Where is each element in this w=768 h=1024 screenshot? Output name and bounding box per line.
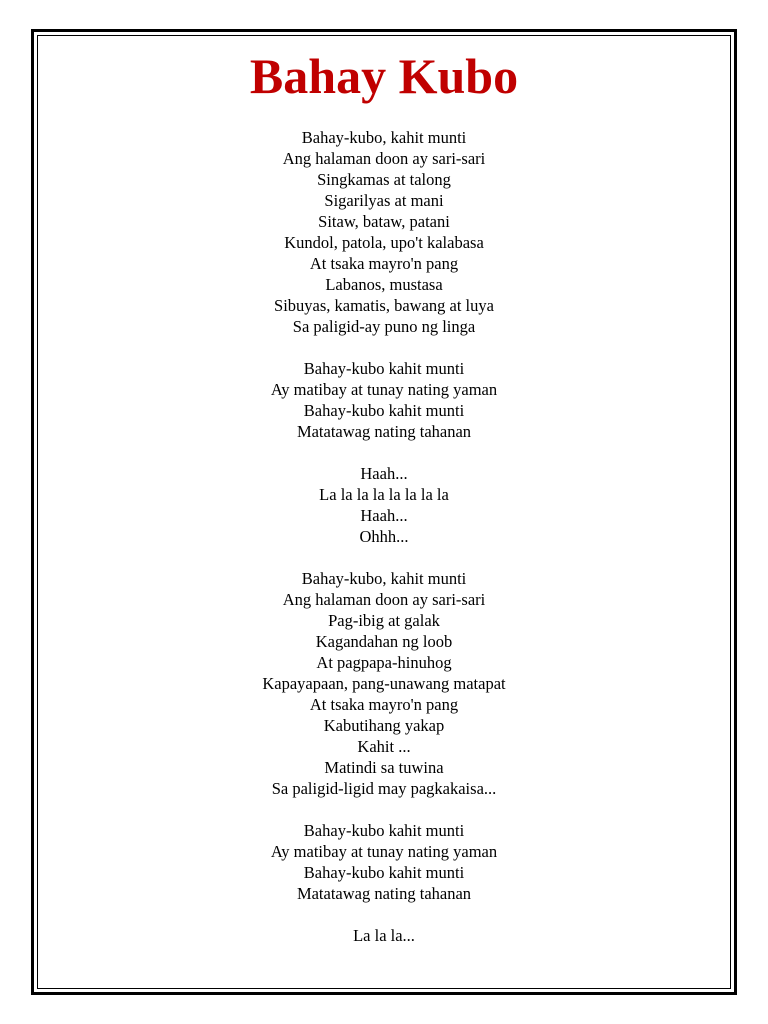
lyric-line: Bahay-kubo kahit munti [303, 821, 465, 840]
lyric-line: Bahay-kubo kahit munti [303, 863, 465, 882]
stanza [0, 925, 768, 946]
song-title: Bahay Kubo [249, 48, 519, 104]
lyric-line: Bahay-kubo, kahit munti [301, 569, 467, 588]
lyric-line: Kahit ... [357, 737, 411, 756]
lyric-line: Bahay-kubo kahit munti [303, 401, 465, 420]
lyric-line: Ohhh... [359, 527, 409, 546]
lyric-line: Ang halaman doon ay sari-sari [282, 149, 486, 168]
lyric-line: At tsaka mayro'n pang [309, 254, 459, 273]
lyrics-body [0, 127, 768, 967]
lyric-line: At pagpapa-hinuhog [316, 653, 452, 672]
lyric-line: Kundol, patola, upo't kalabasa [284, 233, 484, 252]
lyric-line: Sitaw, bataw, patani [318, 212, 450, 231]
lyric-line: Ay matibay at tunay nating yaman [270, 380, 498, 399]
stanza [0, 463, 768, 547]
lyric-line: Matatawag nating tahanan [296, 422, 472, 441]
lyric-line: Sa paligid-ligid may pagkakaisa... [271, 779, 497, 798]
lyric-line: Sigarilyas at mani [324, 191, 444, 210]
lyric-line: Pag-ibig at galak [328, 611, 440, 630]
lyric-line: Matindi sa tuwina [324, 758, 444, 777]
stanza [0, 358, 768, 442]
lyric-line: Kapayapaan, pang-unawang matapat [262, 674, 506, 693]
lyric-line: Haah... [360, 506, 408, 525]
lyric-line: Ay matibay at tunay nating yaman [270, 842, 498, 861]
lyric-line: La la la la la la la la [319, 485, 449, 504]
lyric-line: La la la... [353, 926, 415, 945]
lyric-line: Kagandahan ng loob [315, 632, 453, 651]
lyric-line: Labanos, mustasa [325, 275, 443, 294]
lyric-line: Sa paligid-ay puno ng linga [292, 317, 476, 336]
lyric-line: Bahay-kubo kahit munti [303, 359, 465, 378]
lyric-line: Singkamas at talong [317, 170, 451, 189]
stanza [0, 127, 768, 337]
lyric-line: At tsaka mayro'n pang [309, 695, 459, 714]
lyric-line: Haah... [360, 464, 408, 483]
lyric-line: Kabutihang yakap [323, 716, 445, 735]
lyric-line: Bahay-kubo, kahit munti [301, 128, 467, 147]
stanza [0, 820, 768, 904]
stanza [0, 568, 768, 799]
lyric-line: Matatawag nating tahanan [296, 884, 472, 903]
lyric-line: Sibuyas, kamatis, bawang at luya [274, 296, 494, 315]
lyric-line: Ang halaman doon ay sari-sari [282, 590, 486, 609]
